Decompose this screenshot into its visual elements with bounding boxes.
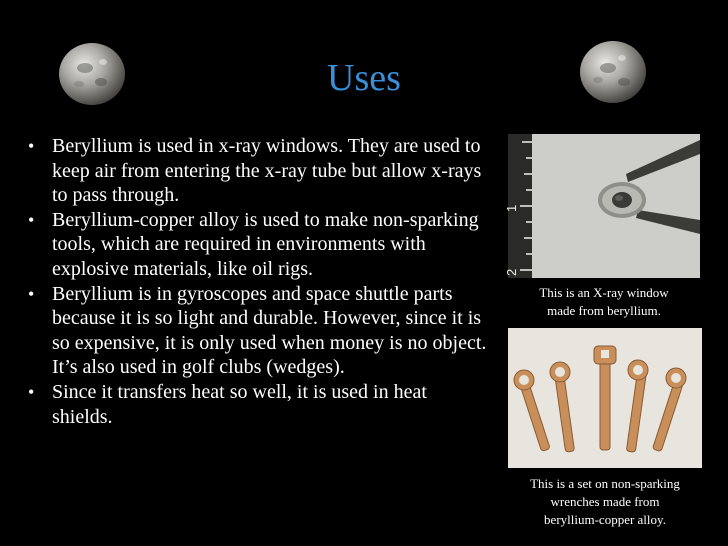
bullet-text: Since it transfers heat so well, it is used in heat shields. <box>52 380 427 428</box>
caption-line: This is an X-ray window <box>539 285 669 300</box>
bullet-item <box>26 134 488 208</box>
bullet-item <box>26 208 488 282</box>
xray-window-caption <box>508 284 700 320</box>
bullet-item <box>26 380 488 429</box>
slide-title: Uses <box>327 57 401 99</box>
xray-window-photo <box>504 134 700 278</box>
bullet-text: Beryllium-copper alloy is used to make non-sparking tools, which are required in environments with explosive materials, like oil rigs. <box>52 208 479 280</box>
wrenches-illustration <box>508 328 702 468</box>
wrenches-photo <box>508 328 702 468</box>
bullet-icon: • <box>28 283 35 304</box>
bullet-text: Beryllium is used in x-ray windows. They are used to keep air from entering the x-ray tube but allow x-rays to pass through. <box>52 135 482 207</box>
bullet-icon: • <box>28 381 35 402</box>
caption-line: wrenches made from <box>550 494 660 509</box>
bullet-item <box>26 282 488 380</box>
bullet-text: Beryllium is in gyroscopes and space shuttle parts because it is so light and durable. However, since it is so expensive, it is only used when money is no object. It’s also used in golf clubs (wedges). <box>52 282 487 379</box>
xray-window-illustration <box>504 134 700 278</box>
caption-line: beryllium-copper alloy. <box>544 512 666 527</box>
ruler-label: 2 <box>504 268 519 276</box>
ruler-label: 1 <box>504 204 519 212</box>
bullet-icon: • <box>28 136 35 156</box>
wrenches-caption <box>504 475 706 529</box>
caption-line: This is a set on non-sparking <box>530 476 680 491</box>
caption-line: made from beryllium. <box>547 303 661 318</box>
bullet-icon: • <box>28 209 35 230</box>
bullet-list <box>26 134 488 429</box>
